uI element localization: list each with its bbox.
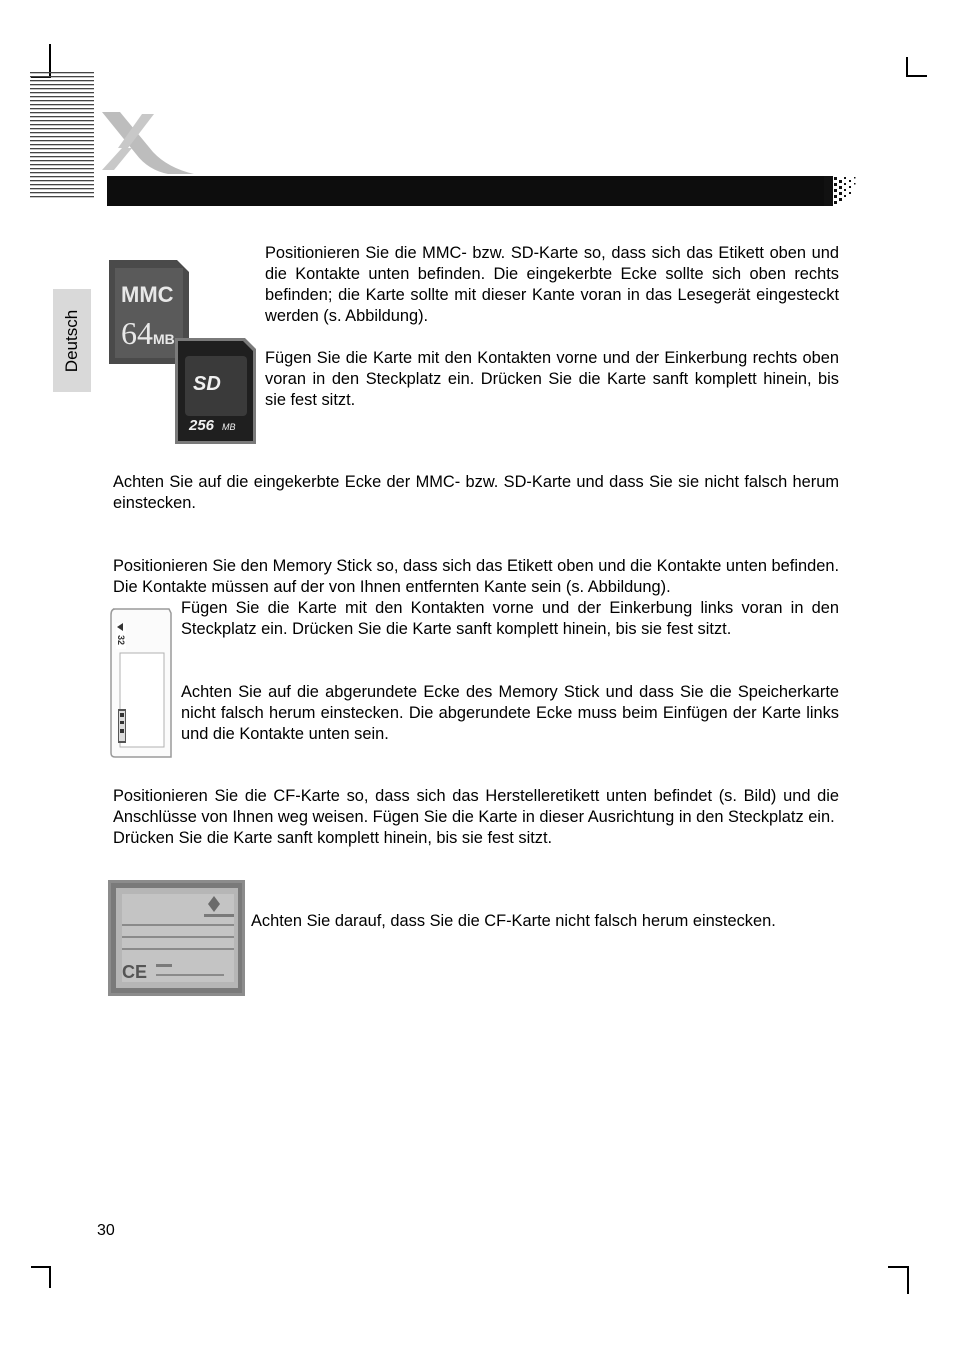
cf-card-note: Achten Sie darauf, dass Sie die CF-Karte nicht falsch herum einstecken. bbox=[251, 912, 776, 930]
sd-card-image bbox=[175, 338, 256, 444]
memory-stick-paragraph-1: Fügen Sie die Karte mit den Kontakten vorne und der Einkerbung links voran in den Steckplatz ein. Drücken Sie die Karte sanft komplett hinein, bis sie fest sitzt. bbox=[181, 599, 839, 638]
mmc-sd-note: Achten Sie auf die eingekerbte Ecke der MMC- bzw. SD-Karte und dass Sie sie nicht falsch herum einstecken. bbox=[113, 473, 839, 512]
mmc-capacity-label: 64 bbox=[121, 315, 153, 351]
memory-stick-intro: Positionieren Sie den Memory Stick so, dass sich das Etikett oben und die Kontakte unten befinden. Die Kontakte müssen auf der von Ihnen entfernten Kante sein (s. Abbildung). bbox=[113, 557, 839, 596]
crop-mark-top-right-h bbox=[906, 75, 927, 77]
svg-text:CE: CE bbox=[122, 962, 148, 982]
header-bar bbox=[107, 176, 833, 206]
crop-mark-bottom-right-h bbox=[888, 1266, 909, 1268]
memory-stick-image bbox=[109, 607, 173, 759]
svg-text:32: 32 bbox=[116, 635, 126, 646]
mmc-brand-label: MMC bbox=[121, 282, 174, 307]
page-number: 30 bbox=[97, 1222, 115, 1239]
sd-capacity-label: 256 bbox=[189, 417, 215, 434]
mmc-unit-label: MB bbox=[153, 331, 175, 347]
cf-card-instructions bbox=[113, 786, 839, 849]
cf-card-image bbox=[108, 880, 245, 996]
memory-stick-instructions bbox=[181, 598, 839, 745]
language-label: Deutsch bbox=[62, 309, 81, 372]
header-bar-fade bbox=[824, 176, 860, 206]
brand-x-logo bbox=[98, 108, 198, 176]
crop-mark-bottom-left-h bbox=[31, 1266, 51, 1268]
mmc-sd-paragraph-2: Fügen Sie die Karte mit den Kontakten vorne und der Einkerbung rechts oben voran in den Steckplatz ein. Drücken Sie die Karte sanft komplett hinein, bis sie fest sitzt. bbox=[265, 349, 839, 409]
sd-unit-label: MB bbox=[222, 422, 236, 432]
sd-brand-label: SD bbox=[193, 373, 221, 395]
crop-mark-bottom-left-v bbox=[49, 1266, 51, 1288]
mmc-sd-paragraph-1: Positionieren Sie die MMC- bzw. SD-Karte so, dass sich das Etikett oben und die Kontakte unten befinden. Die eingekerbte Ecke sollte sich oben rechts befinden; die Karte sollte mit dieser Kante voran in das Lesegerät eingesteckt werden (s. Abbildung). bbox=[265, 244, 839, 325]
cf-card-paragraph-1: Positionieren Sie die CF-Karte so, dass sich das Herstelleretikett unten befindet (s. Bild) und die Anschlüsse von Ihnen weg weisen. Fügen Sie die Karte in dieser Ausrichtung in den Steckplatz ein. bbox=[113, 787, 839, 826]
mmc-sd-instructions bbox=[265, 243, 839, 411]
crop-mark-bottom-right-v bbox=[907, 1266, 909, 1294]
memory-stick-note: Achten Sie auf die abgerundete Ecke des Memory Stick und dass Sie die Speicherkarte nicht falsch herum einstecken. Die abgerundete Ecke muss beim Einfügen der Karte links und die Kontakte unten sein. bbox=[181, 683, 839, 743]
cf-card-paragraph-2: Drücken Sie die Karte sanft komplett hinein, bis sie fest sitzt. bbox=[113, 829, 553, 847]
crop-mark-top-right-v bbox=[906, 57, 908, 77]
language-tab bbox=[53, 289, 91, 392]
header-stripes bbox=[30, 72, 94, 200]
